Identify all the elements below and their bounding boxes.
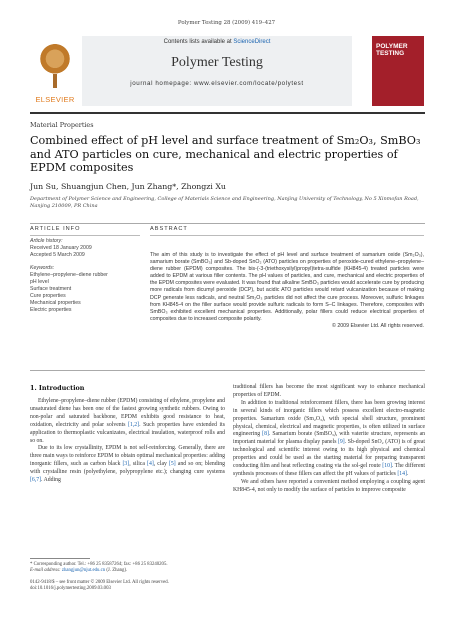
- journal-cover: [372, 36, 424, 106]
- footnote-rule: [30, 558, 90, 559]
- header-rule: [30, 112, 425, 114]
- citation-link[interactable]: [10]: [382, 463, 392, 470]
- divider-rule: [30, 223, 425, 224]
- email-line: E-mail address: zhangjun@njut.edu.cn (J. Zhang).: [30, 568, 128, 574]
- paragraph: In addition to traditional reinforcement fillers, there has been growing interest in several kinds of inorganic fillers which possess excellent electro-magnetic properties. Samarium oxide (Sm₂O₃), with special shell structure, prominent physical, chemical, electrical and magnetic properties, is often utilized in surface engineering [8]. Samarium borate (SmBO₃), with vaterite structure, represents an important material for plasma display panels [9]. Sb-doped SnO₂ (ATO) is of great technological and scientific interest owing to its high physical and chemical properties and could be used as the starting material for preparing transparent conducting film and heat reflecting coating via the sol-gel route [10]. The different synthesis processes of these fillers can affect the pH values of particles [14].: [233, 399, 425, 477]
- keywords-label: Keywords:: [30, 265, 55, 271]
- keyword: Ethylene–propylene–diene rubber: [30, 272, 108, 278]
- right-column: [233, 384, 425, 495]
- citation-link[interactable]: [3]: [122, 461, 130, 468]
- abstract-rule: [150, 235, 424, 236]
- elsevier-logo: [30, 36, 80, 106]
- article-info-heading: ARTICLE INFO: [30, 226, 81, 232]
- abstract-body: [150, 252, 424, 330]
- keyword: Surface treatment: [30, 286, 72, 292]
- affiliation: Department of Polymer Science and Engineering, College of Materials Science and Engineering, Nanjing University of Technology, No 5 Xinmofan Road, Nanjing 210009, PR China: [30, 196, 419, 209]
- citation-link[interactable]: [8]: [262, 431, 269, 438]
- keyword: Cure properties: [30, 293, 66, 299]
- sciencedirect-link[interactable]: ScienceDirect: [233, 39, 271, 45]
- footnote: [30, 562, 225, 592]
- keyword: pH level: [30, 279, 49, 285]
- abstract-text: The aim of this study is to investigate the effect of pH level and surface treatment of samarium oxide (Sm₂O₃), samarium borate (SmBO₃) and Sb-doped SnO₂ (ATO) particles on properties of peroxide-cured ethylene–propylene–diene rubber (EPDM) composites. The bis-(-3-(triethoxysilyl)propyl)tetra-sulfide (KH845-4) treated particles were added to EPDM at various filler contents. The pH values of particles, and cure, mechanical and electric properties of the EPDM composites were evaluated. It was found that alkaline SmBO₃ particles would accelerate cure by producing more radicals from dicumyl peroxide (DCP), but acidic ATO particles would retard vulcanization because of making DCP generate less radicals, and neutral Sm₂O₃ particles did not affect the cure process. Moreover, sulfuric linkages from KH845-4 on the filler surface would provide sulfuric radicals to form S–C linkages. Therefore, composites with SmBO₃ exhibited excellent mechanical properties. Additionally, polar fillers could reduce electrical properties of composites due to increased composite polarity.: [150, 252, 424, 322]
- intro-heading: 1. Introduction: [30, 384, 85, 392]
- history-label: Article history:: [30, 238, 63, 244]
- banner-center: [82, 36, 352, 106]
- contents-line: [82, 36, 352, 45]
- info-rule: [30, 235, 140, 236]
- journal-title: Polymer Testing: [171, 55, 263, 70]
- article-title: Combined effect of pH level and surface treatment of Sm₂O₃, SmBO₃ and ATO particles on cure, mechanical and electric properties of EPDM composites: [30, 134, 421, 174]
- cover-title: POLYMER TESTING: [376, 43, 408, 57]
- citation-link[interactable]: [5]: [168, 461, 176, 468]
- email-link[interactable]: zhangjun@njut.edu.cn: [61, 568, 106, 574]
- received-date: Received 18 January 2009: [30, 245, 92, 251]
- copyright-line: © 2009 Elsevier Ltd. All rights reserved.: [332, 322, 424, 329]
- body-rule: [30, 370, 425, 371]
- paragraph: We and others have reported a convenient method employing a coupling agent KH845-4, not only to modify the surface of particles to improve composite: [233, 478, 425, 493]
- citation-link[interactable]: [1,2]: [128, 421, 140, 428]
- contents-prefix: Contents lists available at: [163, 39, 234, 45]
- paragraph: Due to its low crystallinity, EPDM is not self-reinforcing. Generally, there are three main ways to reinforce EPDM to obtain optimal mechanical properties: adding inorganic fillers, such as carbon black [3], silica [4], clay [5] and so on; blending with crystalline resin (polyethylene, polypropylene etc.); changing cure systems [6,7]. Adding: [30, 445, 226, 484]
- journal-homepage[interactable]: journal homepage: www.elsevier.com/locate/polytest: [130, 80, 304, 87]
- keyword: Mechanical properties: [30, 300, 81, 306]
- trunk-icon: [53, 74, 57, 88]
- corresponding-author: * Corresponding author. Tel.: +86 25 83587264; fax: +86 25 83240205.: [30, 562, 168, 567]
- left-column: [30, 398, 225, 485]
- abstract-heading: ABSTRACT: [150, 226, 188, 232]
- accepted-date: Accepted 5 March 2009: [30, 252, 85, 258]
- citation-link[interactable]: [9]: [338, 439, 345, 446]
- paragraph: traditional fillers has become the most significant way to enhance mechanical properties of EPDM.: [233, 384, 425, 398]
- journal-banner: [30, 36, 424, 106]
- article-info: [30, 238, 140, 314]
- issn-line: 0142-9418/$ – see front matter © 2009 Elsevier Ltd. All rights reserved.: [30, 579, 169, 585]
- citation-link[interactable]: [14]: [397, 470, 407, 477]
- citation-link[interactable]: [6,7]: [30, 477, 42, 484]
- publisher-name: ELSEVIER: [35, 95, 75, 104]
- doi-line[interactable]: doi:10.1016/j.polymertesting.2009.03.003: [30, 585, 111, 591]
- article-authors: Jun Su, Shuangjun Chen, Jun Zhang*, Zhongzi Xu: [30, 182, 226, 191]
- running-head: Polymer Testing 28 (2009) 419–427: [177, 20, 276, 26]
- article-section: Material Properties: [30, 121, 94, 129]
- citation-link[interactable]: [4]: [147, 461, 154, 468]
- keyword: Electric properties: [30, 307, 72, 313]
- paragraph: Ethylene–propylene–diene rubber (EPDM) consisting of ethylene, propylene and unsaturated diene has been one of the fastest growing synthetic rubbers. Owing to non-polar and saturated backbone, EPDM exhibits good resistance to heat, oxidation, electricity and polar solvents [1,2]. Such properties have extended its application to thermoplastic vulcanizates, electrical insulation, waterproof rolls and so on.: [30, 398, 225, 444]
